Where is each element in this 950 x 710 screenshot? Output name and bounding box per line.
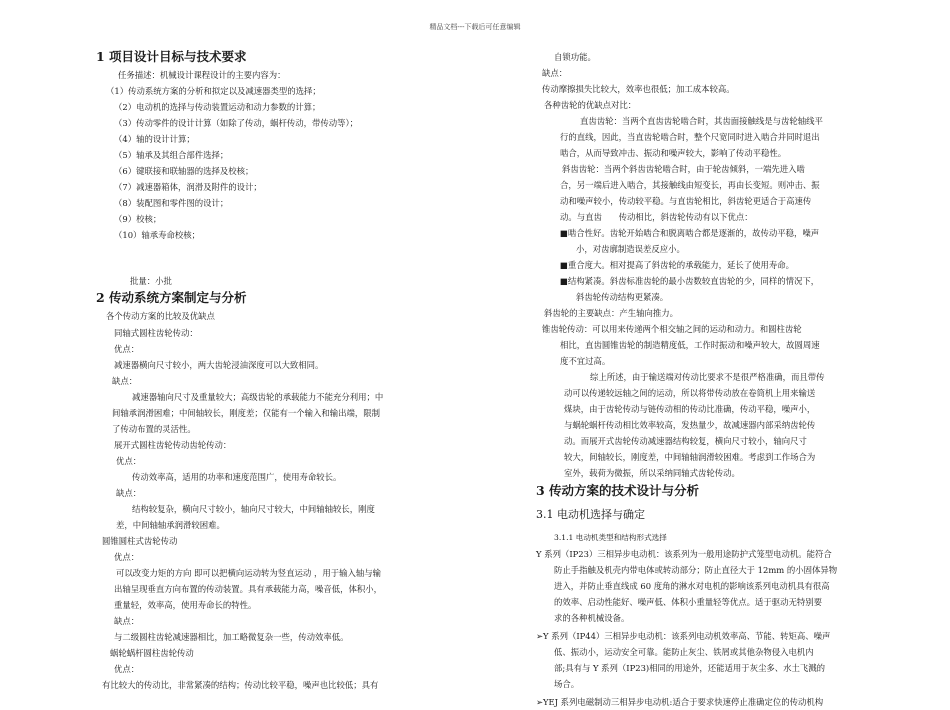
- text-line: 斜齿轮的主要缺点：产生轴向推力。: [544, 308, 678, 318]
- text-line: 锥齿轮传动：可以用来传递两个相交轴之间的运动和动力。和圆柱齿轮: [542, 324, 802, 334]
- text-line: 相比，直齿圆锥齿轮的制造精度低，工作时振动和噪声较大，故圆周速: [560, 340, 820, 350]
- text-line: 缺点：: [116, 488, 142, 498]
- text-line: ■结构紧凑。斜齿标准齿轮的最小齿数较直齿轮的少，同样的情况下，: [560, 276, 820, 286]
- text-line: 任务描述：机械设计课程设计的主要内容为：: [118, 70, 286, 80]
- text-line: 传动效率高，适用的功率和速度范围广，使用寿命较长。: [132, 472, 342, 482]
- text-line: ■重合度大。相对提高了斜齿轮的承载能力，延长了使用寿命。: [560, 260, 795, 270]
- section-heading: 3 传动方案的技术设计与分析: [536, 483, 700, 498]
- text-line: 与二级圆柱齿轮减速器相比，加工略微复杂一些，传动效率低。: [114, 632, 349, 642]
- text-line: ➢Y 系列（IP44）三相异步电动机：该系列电动机效率高、节能、转矩高、噪声: [536, 631, 831, 641]
- text-line: 各种齿轮的优缺点对比：: [544, 100, 637, 110]
- text-line: （8）装配图和零件图的设计；: [114, 198, 229, 208]
- section-heading: 3.1.1 电动机类型和结构形式选择: [554, 533, 667, 542]
- text-line: 动。而展开式齿轮传动减速器结构较复，横向尺寸较小，轴向尺寸: [564, 436, 807, 446]
- text-line: 自锁功能。: [554, 52, 596, 62]
- text-line: 合，另一端后进入啮合，其接触线由短变长，再由长变短。则冲击、振: [560, 180, 820, 190]
- text-line: 啮合，从而导致冲击、振动和噪声较大，影响了传动平稳性。: [560, 148, 787, 158]
- text-line: （5）轴承及其组合部件选择；: [114, 150, 229, 160]
- text-line: ➢YEJ 系列电磁制动三相异步电动机:适合于要求快速停止准确定位的传动机构: [536, 697, 824, 707]
- text-line: 各个传动方案的比较及优缺点: [106, 311, 215, 321]
- text-line: 重量轻，效率高，使用寿命长的特性。: [114, 600, 257, 610]
- text-line: 动。与直齿 传动相比，斜齿轮传动有以下优点：: [560, 212, 753, 222]
- text-line: 减速器横向尺寸较小，两大齿轮浸油深度可以大致相同。: [114, 360, 324, 370]
- text-line: 求的各种机械设备。: [554, 613, 630, 623]
- text-line: （2）电动机的选择与传动装置运动和动力参数的计算；: [114, 102, 321, 112]
- text-line: 优点：: [114, 552, 140, 562]
- text-line: （10）轴承寿命校核；: [114, 230, 201, 240]
- section-heading: 2 传动系统方案制定与分析: [96, 290, 247, 305]
- text-line: （4）轴的设计计算；: [114, 134, 195, 144]
- section-heading: 1 项目设计目标与技术要求: [96, 49, 247, 64]
- text-line: 斜齿齿轮：当两个斜齿齿轮啮合时，由于轮齿倾斜，一端先进入啮: [562, 164, 805, 174]
- text-line: 了传动布置的灵活性。: [112, 424, 196, 434]
- text-line: 较大，间轴较长，刚度差，中间轴轴润滑较困难。考虑到工作场合为: [564, 452, 816, 462]
- text-line: 煤块，由于齿轮传动与链传动相的传动比准确，传动平稳，噪声小，: [564, 404, 816, 414]
- text-line: 小，对齿廓制造误差反应小。: [576, 244, 685, 254]
- text-line: 缺点：: [112, 376, 138, 386]
- text-line: 批量：小批: [130, 276, 172, 286]
- text-line: 结构较复杂，横向尺寸较小，轴向尺寸较大，中间轴轴较长，刚度: [132, 504, 375, 514]
- text-line: 度不宜过高。: [560, 356, 611, 366]
- text-line: Y 系列（IP23）三相异步电动机：该系列为一般用途防护式笼型电动机。能符合: [536, 549, 832, 559]
- text-line: 传动摩擦损失比较大，效率也很低；加工成本较高。: [542, 84, 735, 94]
- text-line: （6）键联接和联轴器的选择及校核；: [114, 166, 254, 176]
- text-line: 直齿齿轮：当两个直齿齿轮啮合时，其齿面接触线是与齿轮轴线平: [580, 116, 823, 126]
- text-line: （9）校核；: [114, 214, 162, 224]
- text-line: 室外，载荷为微振，所以采纳同轴式齿轮传动。: [564, 468, 740, 478]
- text-line: 缺点：: [542, 68, 568, 78]
- text-line: 优点：: [114, 664, 140, 674]
- text-line: 进入，并防止垂直线成 60 度角的淋水对电机的影响该系列电动机具有很高: [554, 581, 830, 591]
- text-line: （7）减速器箱体，润滑及附件的设计；: [114, 182, 262, 192]
- text-line: 蜗轮蜗杆圆柱齿轮传动: [110, 648, 194, 658]
- text-line: 动可以传递较远轴之间的运动，所以将带传动放在卷筒机上用来输送: [564, 388, 816, 398]
- text-line: 优点：: [114, 344, 140, 354]
- text-line: 的效率、启动性能好、噪声低、体积小重量轻等优点。适于驱动无特别要: [554, 597, 822, 607]
- text-line: 减速器轴向尺寸及重量较大；高级齿轮的承载能力不能充分利用；中: [132, 392, 384, 402]
- text-line: 圆锥圆柱式齿轮传动: [102, 536, 178, 546]
- text-line: 可以改变力矩的方向 即可以把横向运动转为竖直运动 ，用于输入轴与输: [116, 568, 381, 578]
- text-line: 有比较大的传动比，非常紧凑的结构；传动比较平稳，噪声也比较低；具有: [102, 680, 379, 690]
- text-line: 缺点：: [114, 616, 140, 626]
- text-line: 同轴式圆柱齿轮传动：: [114, 328, 198, 338]
- text-line: 斜齿轮传动结构更紧凑。: [576, 292, 669, 302]
- text-line: ■啮合性好。齿轮开始啮合和脱离啮合都是逐渐的，故传动平稳，噪声: [560, 228, 820, 238]
- text-line: 差，中间轴轴承润滑较困难。: [116, 520, 225, 530]
- text-line: 综上所述，由于输送端对传动比要求不是很严格准确，而且带传: [590, 372, 825, 382]
- text-line: （1）传动系统方案的分析和拟定以及减速器类型的选择；: [106, 86, 321, 96]
- text-line: 间轴承润滑困难；中间轴较长，刚度差；仅能有一个输入和输出端，限制: [112, 408, 380, 418]
- text-line: 防止手指触及机壳内带电体或转动部分；防止直径大于 12mm 的小固体异物: [554, 565, 838, 575]
- text-line: 优点：: [116, 456, 142, 466]
- text-line: （3）传动零件的设计计算（如除了传动，蜗杆传动，带传动等）；: [114, 118, 359, 128]
- text-line: 部;具有与 Y 系列（IP23)相同的用途外，还能适用于灰尘多、水土飞溅的: [554, 663, 826, 673]
- text-line: 低、振动小，运动安全可靠。能防止灰尘、铁屑或其他杂物侵入电机内: [554, 647, 814, 657]
- section-heading: 3.1 电动机选择与确定: [536, 508, 645, 521]
- text-line: 出轴呈现垂直方向布置的传动装置。具有承载能力高，噪音低，体积小，: [114, 584, 382, 594]
- text-line: 与蜗轮蜗杆传动相比效率较高，发热量少，故减速器内部采纳齿轮传: [564, 420, 816, 430]
- text-line: 行的直线，因此，当直齿轮啮合时，整个尺宽同时进入啮合并同时退出: [560, 132, 820, 142]
- text-line: 展开式圆柱齿轮传动齿轮传动：: [114, 440, 232, 450]
- page-header: 精品文档---下载后可任意编辑: [429, 23, 521, 31]
- text-line: 动和噪声较小，传动较平稳。与直齿轮相比，斜齿轮更适合于高速传: [560, 196, 812, 206]
- text-line: 场合。: [554, 679, 580, 689]
